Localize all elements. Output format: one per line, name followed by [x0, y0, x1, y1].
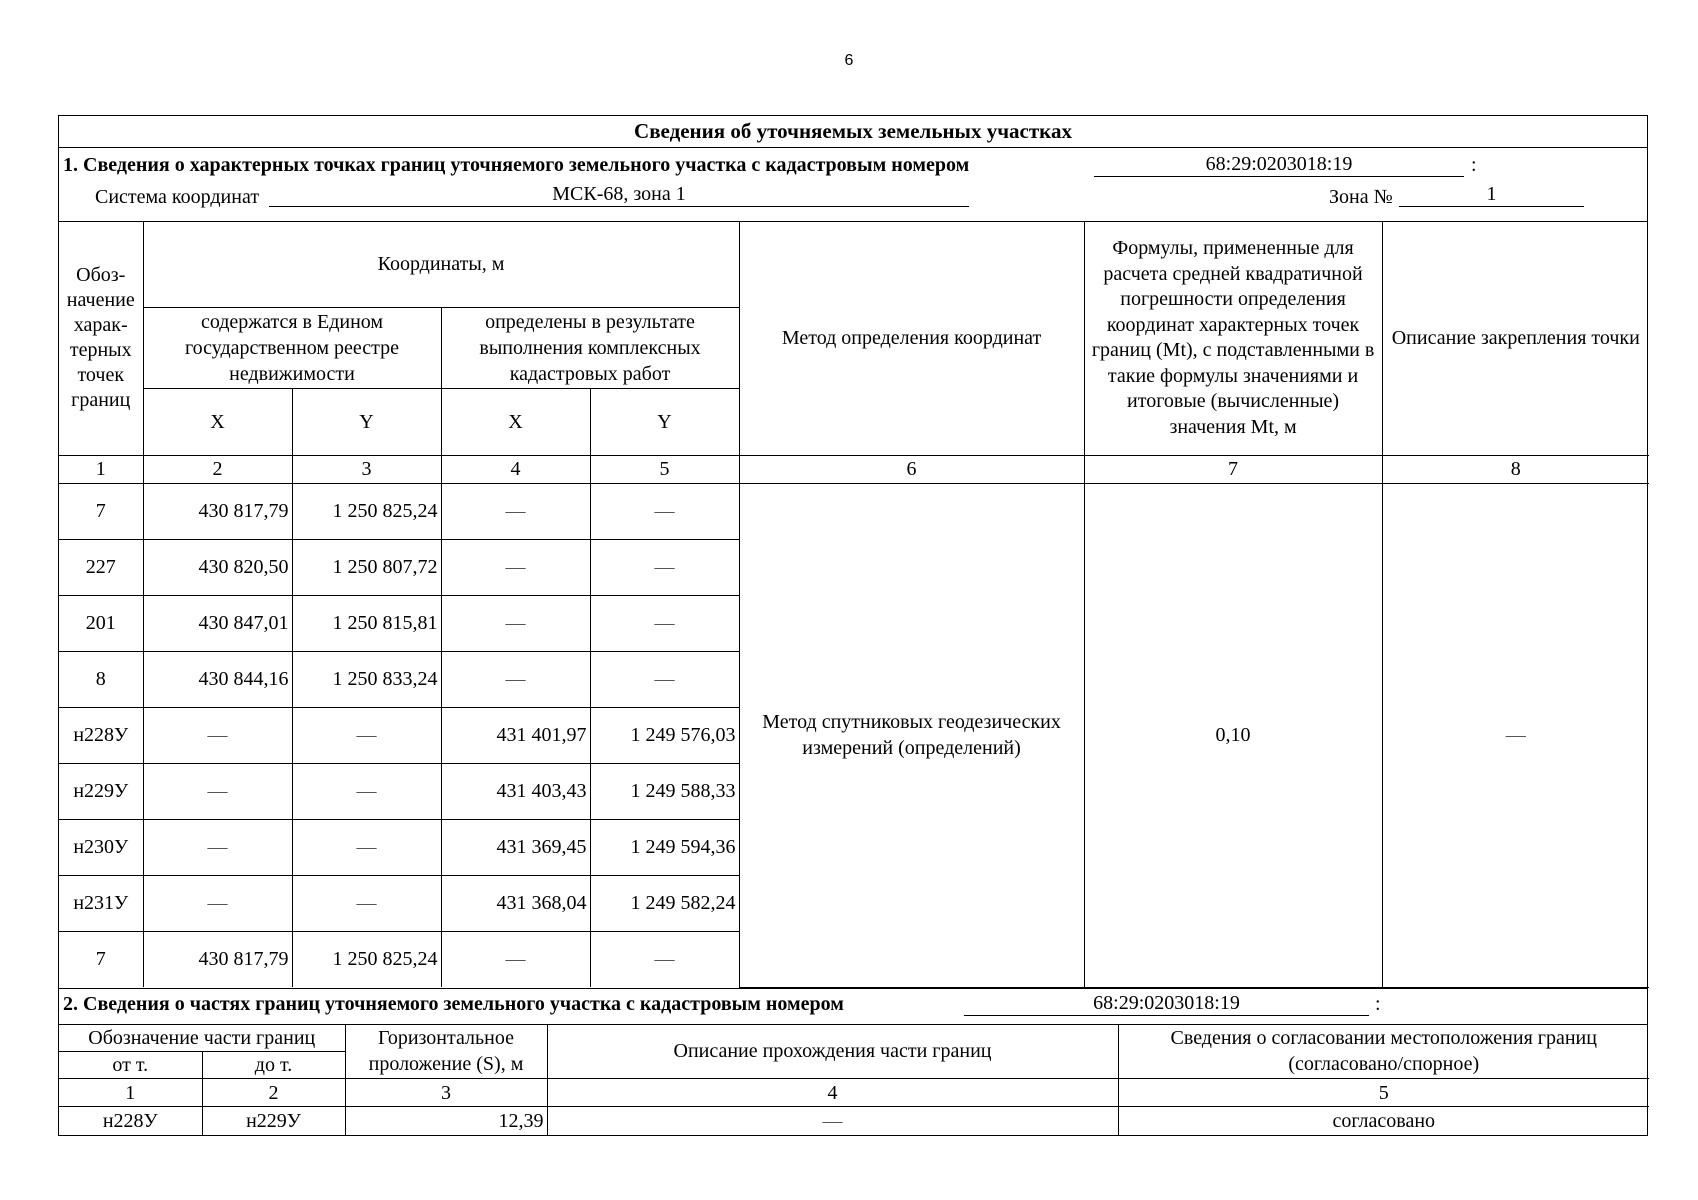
header-egrn: содержатся в Едином государственном реестре недвижимости — [143, 307, 441, 388]
header-coords: Координаты, м — [143, 222, 739, 307]
header-passage: Описание прохождения части границ — [547, 1025, 1118, 1079]
kkr-y: — — [590, 651, 739, 707]
zone-label: Зона № — [1329, 186, 1393, 208]
header-from: от т. — [59, 1052, 202, 1079]
kkr-x: — — [441, 651, 590, 707]
egrn-x: — — [143, 819, 292, 875]
kkr-x: 431 368,04 — [441, 875, 590, 931]
description-value: — — [1382, 483, 1649, 987]
egrn-x: 430 817,79 — [143, 931, 292, 987]
section1-heading: 1. Сведения о характерных точках границ уточняемого земельного участка с кадастровым номером — [63, 154, 970, 176]
kkr-x: — — [441, 539, 590, 595]
kkr-x: 431 401,97 — [441, 707, 590, 763]
kkr-x: 431 369,45 — [441, 819, 590, 875]
egrn-x: 430 847,01 — [143, 595, 292, 651]
coord-system-value: МСК-68, зона 1 — [269, 182, 969, 207]
point-id: 227 — [59, 539, 143, 595]
kkr-y: — — [590, 595, 739, 651]
header-part-designation: Обозначение части границ — [59, 1025, 345, 1052]
kkr-y: 1 249 576,03 — [590, 707, 739, 763]
col-number: 5 — [1118, 1079, 1649, 1107]
point-id: н230У — [59, 819, 143, 875]
col-number: 8 — [1382, 455, 1649, 483]
section1-cadastral-number: 68:29:0203018:19 — [1094, 152, 1464, 177]
kkr-x: — — [441, 595, 590, 651]
header-formulas: Формулы, примененные для расчета средней квадратичной погрешности определения координат характерных точек границ (Mt), с подставленными в такие формулы значениями и итоговые (вычисленные) значения Mt, м — [1084, 222, 1382, 455]
col-number: 3 — [292, 455, 441, 483]
header-kkr: определены в результате выполнения комплексных кадастровых работ — [441, 307, 739, 388]
egrn-x: — — [143, 763, 292, 819]
part-to: н229У — [202, 1107, 345, 1135]
point-id: 201 — [59, 595, 143, 651]
section1-colon: : — [1471, 154, 1477, 176]
point-id: 7 — [59, 931, 143, 987]
kkr-y: 1 249 588,33 — [590, 763, 739, 819]
document-title: Сведения об уточняемых земельных участках — [59, 116, 1647, 148]
col-number: 7 — [1084, 455, 1382, 483]
col-number: 2 — [143, 455, 292, 483]
section2-header — [59, 988, 1647, 1025]
point-id: 7 — [59, 483, 143, 539]
point-id: н231У — [59, 875, 143, 931]
document-frame — [58, 115, 1648, 1136]
header-agreement: Сведения о согласовании местоположения границ (согласовано/спорное) — [1118, 1025, 1649, 1079]
egrn-y: — — [292, 819, 441, 875]
header-y1: Y — [292, 388, 441, 455]
egrn-y: 1 250 807,72 — [292, 539, 441, 595]
points-table — [59, 222, 1649, 988]
col-number: 1 — [59, 1079, 202, 1107]
kkr-y: 1 249 594,36 — [590, 819, 739, 875]
col-number: 4 — [547, 1079, 1118, 1107]
col-number: 6 — [739, 455, 1084, 483]
col-number: 5 — [590, 455, 739, 483]
col-number: 1 — [59, 455, 143, 483]
kkr-y: — — [590, 483, 739, 539]
boundary-parts-table — [59, 1025, 1649, 1135]
horizontal-value: 12,39 — [345, 1107, 547, 1135]
agreement-value: согласовано — [1118, 1107, 1649, 1135]
kkr-x: 431 403,43 — [441, 763, 590, 819]
part-from: н228У — [59, 1107, 202, 1135]
col-number: 4 — [441, 455, 590, 483]
header-description: Описание закрепления точки — [1382, 222, 1649, 455]
header-x2: X — [441, 388, 590, 455]
egrn-x: 430 844,16 — [143, 651, 292, 707]
passage-value: — — [547, 1107, 1118, 1135]
col-number: 2 — [202, 1079, 345, 1107]
egrn-y: 1 250 815,81 — [292, 595, 441, 651]
method-value: Метод спутниковых геодезических измерений (определений) — [739, 483, 1084, 987]
header-x1: X — [143, 388, 292, 455]
egrn-y: 1 250 833,24 — [292, 651, 441, 707]
coord-system-label: Система координат — [95, 186, 260, 208]
egrn-x: — — [143, 875, 292, 931]
egrn-x: 430 817,79 — [143, 483, 292, 539]
kkr-x: — — [441, 483, 590, 539]
egrn-x: 430 820,50 — [143, 539, 292, 595]
kkr-y: — — [590, 539, 739, 595]
header-designation: Обоз-начение харак-терных точек границ — [59, 222, 143, 455]
point-id: 8 — [59, 651, 143, 707]
kkr-x: — — [441, 931, 590, 987]
egrn-y: — — [292, 875, 441, 931]
kkr-y: 1 249 582,24 — [590, 875, 739, 931]
egrn-y: — — [292, 707, 441, 763]
point-id: н228У — [59, 707, 143, 763]
header-to: до т. — [202, 1052, 345, 1079]
header-method: Метод определения координат — [739, 222, 1084, 455]
col-number: 3 — [345, 1079, 547, 1107]
header-y2: Y — [590, 388, 739, 455]
point-id: н229У — [59, 763, 143, 819]
zone-value: 1 — [1399, 182, 1584, 207]
mt-value: 0,10 — [1084, 483, 1382, 987]
kkr-y: — — [590, 931, 739, 987]
egrn-y: 1 250 825,24 — [292, 483, 441, 539]
header-horizontal: Горизонтальное проложение (S), м — [345, 1025, 547, 1079]
section1-header — [59, 148, 1647, 222]
egrn-y: — — [292, 763, 441, 819]
page-number: 6 — [844, 52, 854, 69]
egrn-x: — — [143, 707, 292, 763]
section2-heading: 2. Сведения о частях границ уточняемого земельного участка с кадастровым номером — [63, 992, 844, 1015]
section2-cadastral-number: 68:29:0203018:19 — [964, 991, 1369, 1016]
section2-colon: : — [1375, 992, 1381, 1015]
egrn-y: 1 250 825,24 — [292, 931, 441, 987]
